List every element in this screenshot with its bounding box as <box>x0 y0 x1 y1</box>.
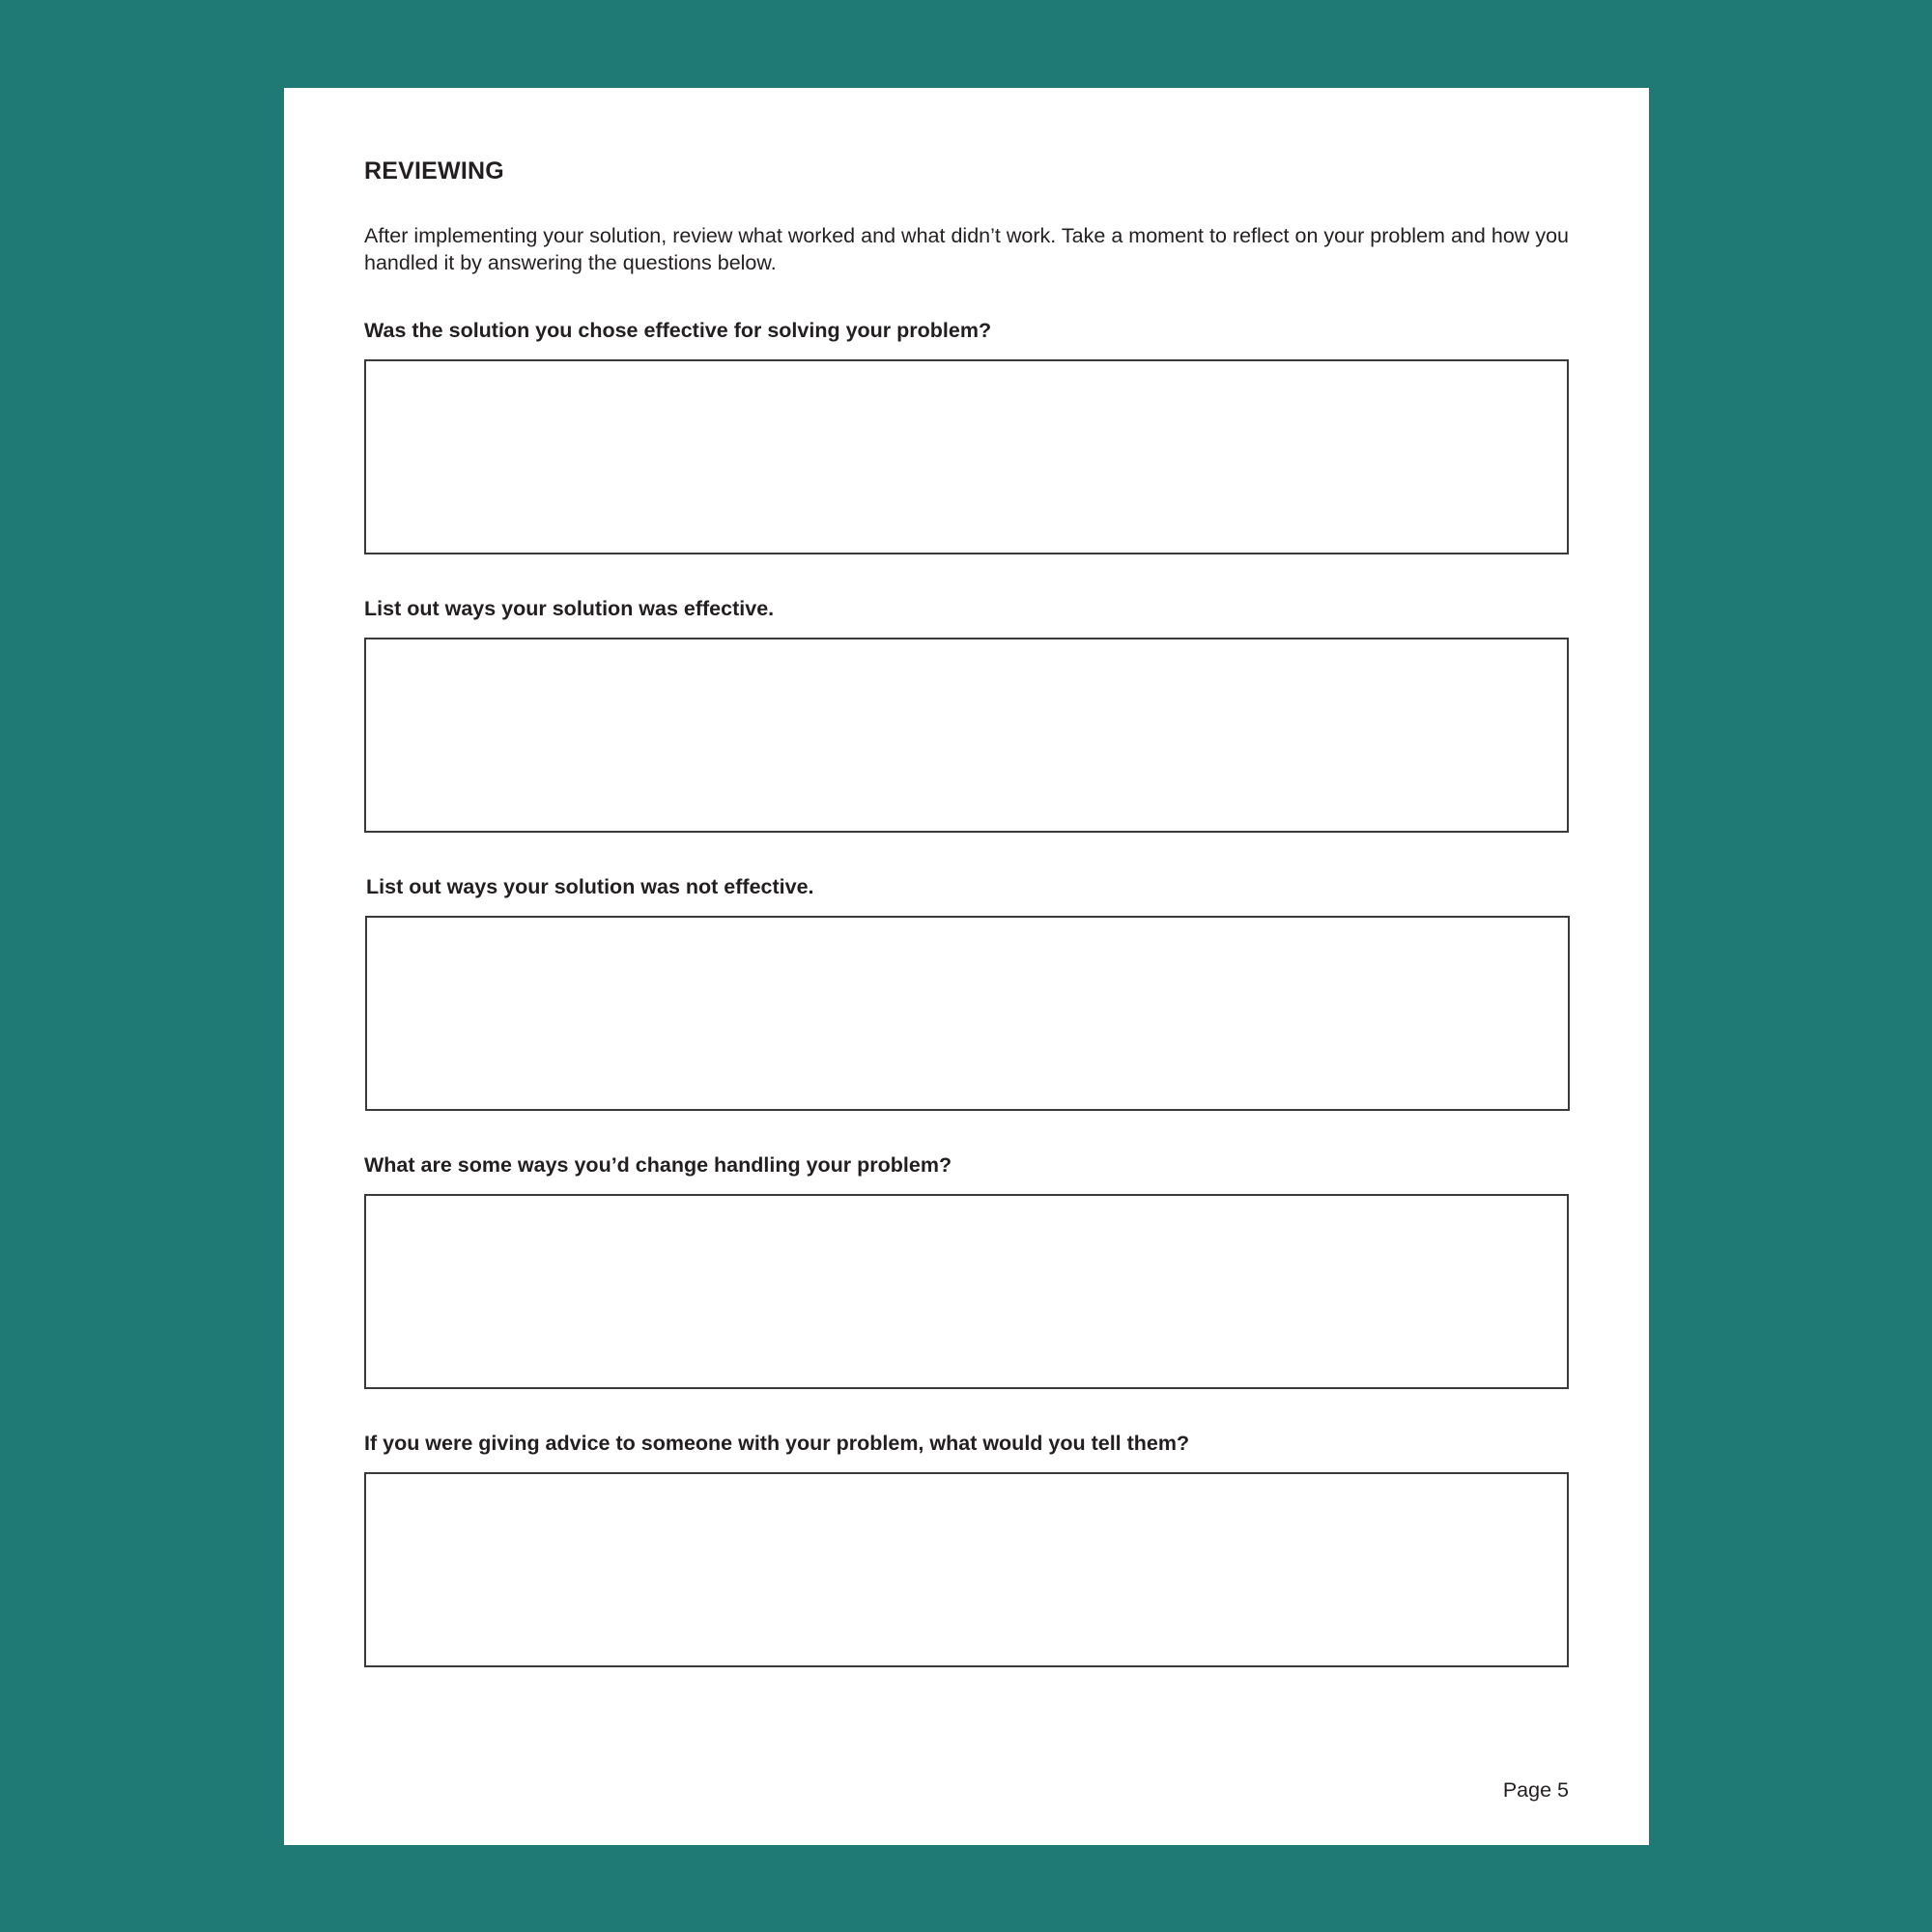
question-2-label: List out ways your solution was effective. <box>364 597 775 620</box>
question-4-answer-box[interactable] <box>364 1194 1569 1389</box>
question-2-answer-box[interactable] <box>364 638 1569 833</box>
question-5-answer-box[interactable] <box>364 1472 1569 1667</box>
page-content <box>364 88 1569 1845</box>
question-3-label: List out ways your solution was not effective. <box>366 875 814 898</box>
page-number: Page 5 <box>1502 1778 1569 1802</box>
question-1-answer-box[interactable] <box>364 359 1569 554</box>
question-5-label: If you were giving advice to someone with your problem, what would you tell them? <box>364 1432 1190 1455</box>
question-3-answer-box[interactable] <box>365 916 1570 1111</box>
intro-paragraph: After implementing your solution, review what worked and what didn’t work. Take a moment to reflect on your problem and how you handled it by answering the questions below. <box>364 224 1569 274</box>
question-4-label: What are some ways you’d change handling your problem? <box>364 1153 952 1177</box>
page-title: REVIEWING <box>364 157 504 185</box>
question-1-label: Was the solution you chose effective for solving your problem? <box>364 319 992 342</box>
worksheet-page <box>284 88 1649 1845</box>
